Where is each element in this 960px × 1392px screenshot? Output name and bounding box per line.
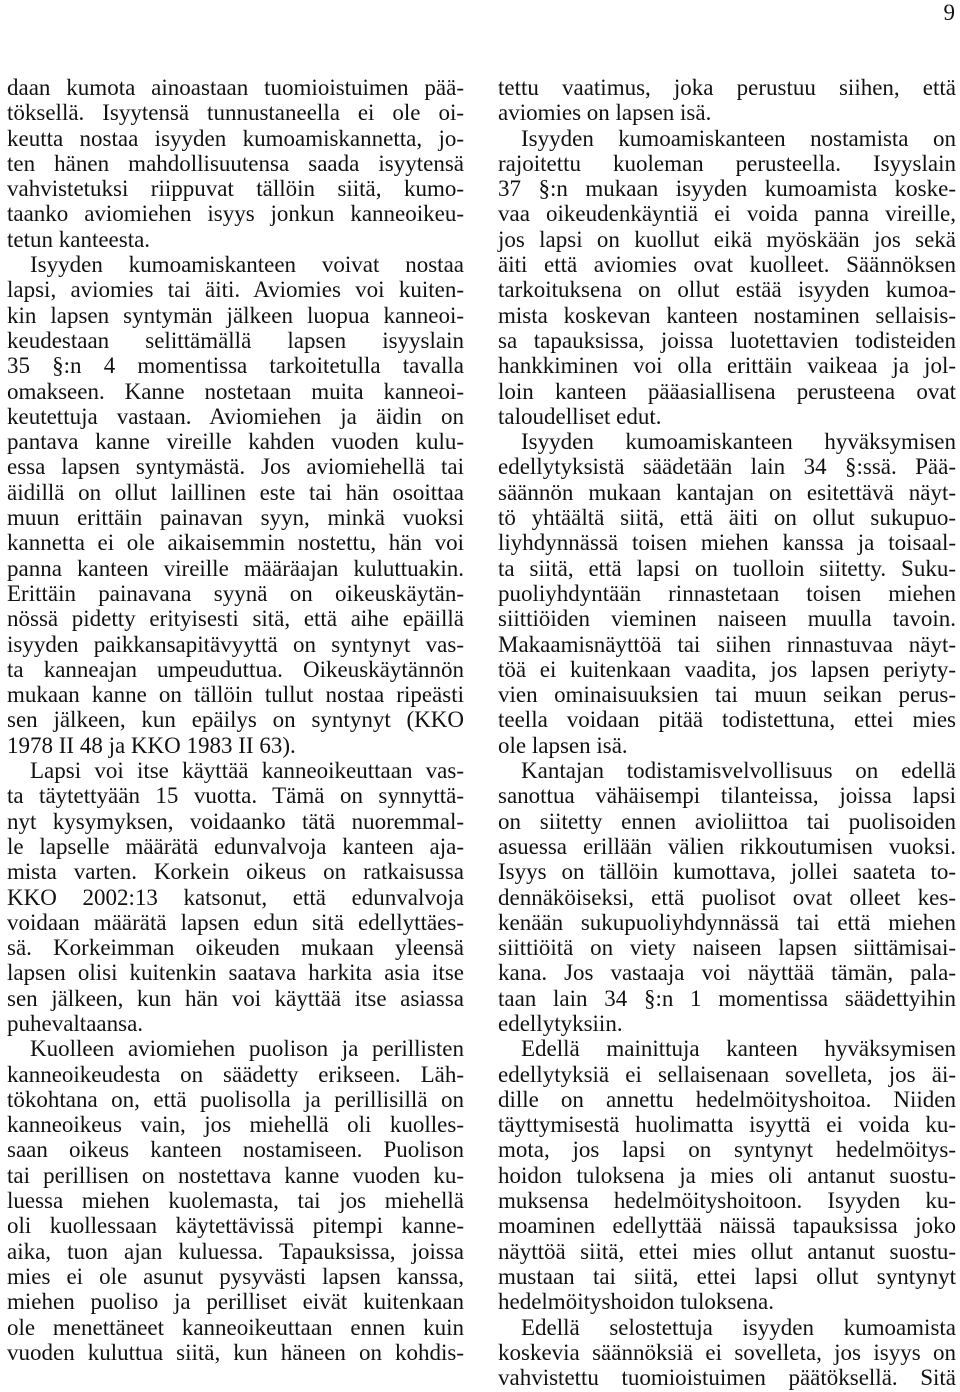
text-line: liyhdynnässä toisen miehen kanssa ja toisaal- (498, 530, 956, 556)
text-line: säännön mukaan kantajan on esitettävä näyt- (498, 479, 956, 505)
text-line: kanneoikeus vain, jos miehellä oli kuolles- (7, 1112, 464, 1138)
text-line: essa lapsen syntymästä. Jos aviomiehellä tai (7, 454, 464, 480)
text-line: edellytyksiä ei sellaisenaan sovelleta, jos äi- (498, 1061, 956, 1087)
text-line: taanko aviomiehen isyys jonkun kanneoikeu- (7, 201, 464, 227)
text-line: KKO 2002:13 katsonut, että edunvalvoja (7, 884, 464, 910)
text-line: Edellä selostettuja isyyden kumoamista (521, 1314, 956, 1340)
text-line: ole menettäneet kanneoikeuttaan ennen kuin (7, 1314, 464, 1340)
text-line: muun erittäin painavan syyn, minkä vuoksi (7, 505, 464, 531)
text-line: keutta nostaa isyyden kumoamiskannetta, jo- (7, 125, 464, 151)
text-line: 1978 II 48 ja KKO 1983 II 63). (7, 732, 296, 758)
text-line: puhevaltaansa. (7, 1010, 144, 1036)
text-line: dennäköiseksi, että puolisot ovat olleet kes- (498, 884, 956, 910)
text-line: siittiöiden vieminen naiseen muulla tavoin. (498, 606, 956, 632)
text-line: hankkiminen voi olla erittäin vaikeaa ja jol- (498, 353, 956, 379)
text-line: näyttöä siitä, ettei mies ollut antanut suostu- (498, 1238, 956, 1264)
text-line: 35 §:n 4 momentissa tarkoitetulla tavalla (7, 353, 464, 379)
text-line: Isyyden kumoamiskanteen hyväksymisen (521, 429, 956, 455)
text-line: Kantajan todistamisvelvollisuus on edellä (521, 758, 956, 784)
text-line: Lapsi voi itse käyttää kanneoikeuttaan vas- (30, 758, 464, 784)
paragraph (498, 758, 956, 1036)
text-line: dille on annettu hedelmöityshoitoa. Niiden (498, 1086, 956, 1112)
text-line: ta kanneajan umpeuduttua. Oikeuskäytännön (7, 656, 464, 682)
text-line: panna kanteen vireille määräajan kuluttuakin. (7, 555, 464, 581)
paragraph (498, 126, 956, 430)
text-line: ole lapsen isä. (498, 732, 628, 758)
text-line: nyt kysymyksen, voidaanko tätä nuoremmal- (7, 808, 464, 834)
text-line: Isyyden kumoamiskanteen nostamista on (521, 125, 956, 151)
text-line: teella voidaan pitää todistettuna, ettei mies (498, 707, 956, 733)
text-line: Isyys on tällöin kumottava, jollei saateta to- (498, 859, 956, 885)
text-line: vahvistettu tuomioistuimen päätöksellä. Sitä (498, 1365, 956, 1391)
text-line: ta täytettyään 15 vuotta. Tämä on synnyttä- (7, 783, 464, 809)
text-line: aviomies on lapsen isä. (498, 100, 712, 126)
text-line: mota, jos lapsi on syntynyt hedelmöitys- (498, 1137, 956, 1163)
text-line: muksensa hedelmöityshoitoon. Isyyden ku- (498, 1188, 956, 1214)
text-line: puoliyhdyntään rinnastetaan toisen miehen (498, 580, 956, 606)
paragraph (7, 758, 464, 1036)
text-line: pantava kanne vireille kahden vuoden kulu- (7, 429, 464, 455)
text-line: jos lapsi on kuollut eikä myöskään jos sekä (498, 226, 956, 252)
text-line: le lapselle määrätä edunvalvoja kanteen aja- (7, 833, 464, 859)
text-line: tetun kanteesta. (7, 226, 151, 252)
text-line: edellytyksiin. (498, 1010, 623, 1036)
text-line: vuoden kuluttua siitä, kun häneen on kohdis- (7, 1339, 464, 1365)
text-line: töä ei kuitenkaan vaadita, jos lapsen periyty- (498, 656, 956, 682)
text-line: keudestaan selittämällä lapsen isyyslain (7, 327, 464, 353)
text-line: daan kumota ainoastaan tuomioistuimen pää- (7, 75, 464, 100)
text-line: tökohtana on, että puolisolla ja perillisillä on (7, 1086, 464, 1112)
text-line: siittiöitä on viety naiseen lapsen siittämisai- (498, 935, 956, 961)
text-line: tai perillisen on nostettava kanne vuoden ku- (7, 1162, 464, 1188)
text-line: saan oikeus kanteen nostamiseen. Puolison (7, 1137, 464, 1163)
text-line: täyttymisestä huolimatta isyyttä ei voida ku- (498, 1112, 956, 1138)
text-line: lapsi, aviomies tai äiti. Aviomies voi kuiten- (7, 277, 464, 303)
text-line: töksellä. Isyytensä tunnustaneella ei ole oi- (7, 100, 464, 126)
text-line: mies ei ole asunut pysyvästi lapsen kanssa, (7, 1263, 464, 1289)
text-line: rajoitettu kuoleman perusteella. Isyyslain (498, 150, 956, 176)
paragraph (7, 1036, 464, 1365)
text-line: nössä pidetty erityisesti sitä, että aihe epäillä (7, 606, 464, 632)
text-line: Kuolleen aviomiehen puolison ja perillisten (30, 1036, 464, 1062)
paragraph (498, 429, 956, 758)
text-line: asuessa erillään välien rikkoutumisen vuoksi. (498, 833, 956, 859)
text-line: sa tapauksissa, joissa luotettavien todisteiden (498, 327, 956, 353)
paragraph (7, 75, 464, 252)
paragraph (498, 1315, 956, 1391)
text-line: kin lapsen syntymän jälkeen luopua kanneoi- (7, 302, 464, 328)
text-line: koskevia säännöksiä ei sovelleta, jos isyys on (498, 1339, 956, 1365)
text-line: omakseen. Kanne nostetaan muita kanneoi- (7, 378, 464, 404)
text-line: luessa miehen kuolemasta, tai jos miehellä (7, 1188, 464, 1214)
text-line: sä. Korkeimman oikeuden mukaan yleensä (7, 935, 464, 961)
text-line: taloudelliset edut. (498, 403, 662, 429)
text-line: tettu vaatimus, joka perustuu siihen, että (498, 75, 956, 100)
text-line: kannetta ei ole aikaisemmin nostettu, hän voi (7, 530, 464, 556)
text-line: ten hänen mahdollisuutensa saada isyytensä (7, 150, 464, 176)
text-line: mustaan tai siitä, ettei lapsi ollut syntynyt (498, 1263, 956, 1289)
text-line: tö yhtäältä siitä, että äiti on ollut sukupuo- (498, 505, 956, 531)
text-line: sen jälkeen, kun hän voi käyttää itse asiassa (7, 985, 464, 1011)
page-number: 9 (943, 0, 955, 25)
text-line: edellytyksistä säädetään lain 34 §:ssä. Pää- (498, 454, 956, 480)
text-line: 37 §:n mukaan isyyden kumoamista koske- (498, 176, 956, 202)
text-line: sanottua vähäisempi tilanteissa, joissa lapsi (498, 783, 956, 809)
text-line: lapsen olisi kuitenkin saatava harkita asia itse (7, 960, 464, 986)
text-line: Edellä mainittuja kanteen hyväksymisen (521, 1036, 956, 1062)
text-line: kana. Jos vastaaja voi näyttää tämän, pala- (498, 960, 956, 986)
text-line: mista varten. Korkein oikeus on ratkaisussa (7, 859, 464, 885)
right-column (498, 75, 956, 1390)
text-line: loin kanteen pääasiallisena perusteena ovat (498, 378, 956, 404)
paragraph (498, 75, 956, 126)
text-line: voidaan määrätä lapsen edun sitä edellyttäes- (7, 909, 464, 935)
text-line: aika, tuon ajan kuluessa. Tapauksissa, joissa (7, 1238, 464, 1264)
text-line: vaa oikeudenkäyntiä ei voida panna vireille, (498, 201, 956, 227)
text-line: kanneoikeudesta on säädetty erikseen. Läh- (7, 1061, 464, 1087)
text-line: vahvistetuksi riippuvat tällöin siitä, kumo- (7, 176, 464, 202)
text-line: keutettuja vastaan. Aviomiehen ja äidin on (7, 403, 464, 429)
text-line: on siitetty ennen avioliittoa tai puolisoiden (498, 808, 956, 834)
text-line: moaminen edellyttää näissä tapauksissa joko (498, 1213, 956, 1239)
text-line: sen jälkeen, kun epäilys on syntynyt (KKO (7, 707, 464, 733)
text-line: miehen puoliso ja perilliset eivät kuitenkaan (7, 1289, 464, 1315)
paragraph (498, 1036, 956, 1314)
text-line: hoidon tuloksena ja mies oli antanut suostu- (498, 1162, 956, 1188)
text-line: Erittäin painavana syynä on oikeuskäytän- (7, 580, 464, 606)
text-line: äidillä on ollut laillinen este tai hän osoittaa (7, 479, 464, 505)
text-line: ta siitä, että lapsi on tuolloin siitetty. Suku- (498, 555, 956, 581)
paragraph (7, 252, 464, 758)
text-line: oli kuollessaan käytettävissä pitempi kanne- (7, 1213, 464, 1239)
text-line: mista koskevan kanteen nostaminen sellaisis- (498, 302, 956, 328)
text-line: hedelmöityshoidon tuloksena. (498, 1289, 774, 1315)
left-column (7, 75, 464, 1365)
text-line: Makaamisnäyttöä tai siihen rinnastuvaa näyt- (498, 631, 956, 657)
text-line: taan lain 34 §:n 1 momentissa säädettyihin (498, 985, 956, 1011)
text-line: vien ominaisuuksien tai muun seikan perus- (498, 682, 956, 708)
text-line: tarkoituksena on ollut estää isyyden kumoa- (498, 277, 956, 303)
text-line: kenään sukupuoliyhdynnässä tai että miehen (498, 909, 956, 935)
text-line: isyyden paikkansapitävyyttä on syntynyt vas- (7, 631, 464, 657)
text-line: äiti että aviomies ovat kuolleet. Säännöksen (498, 252, 956, 278)
text-line: mukaan kanne on tällöin tullut nostaa ripeästi (7, 682, 464, 708)
text-line: Isyyden kumoamiskanteen voivat nostaa (30, 252, 464, 278)
